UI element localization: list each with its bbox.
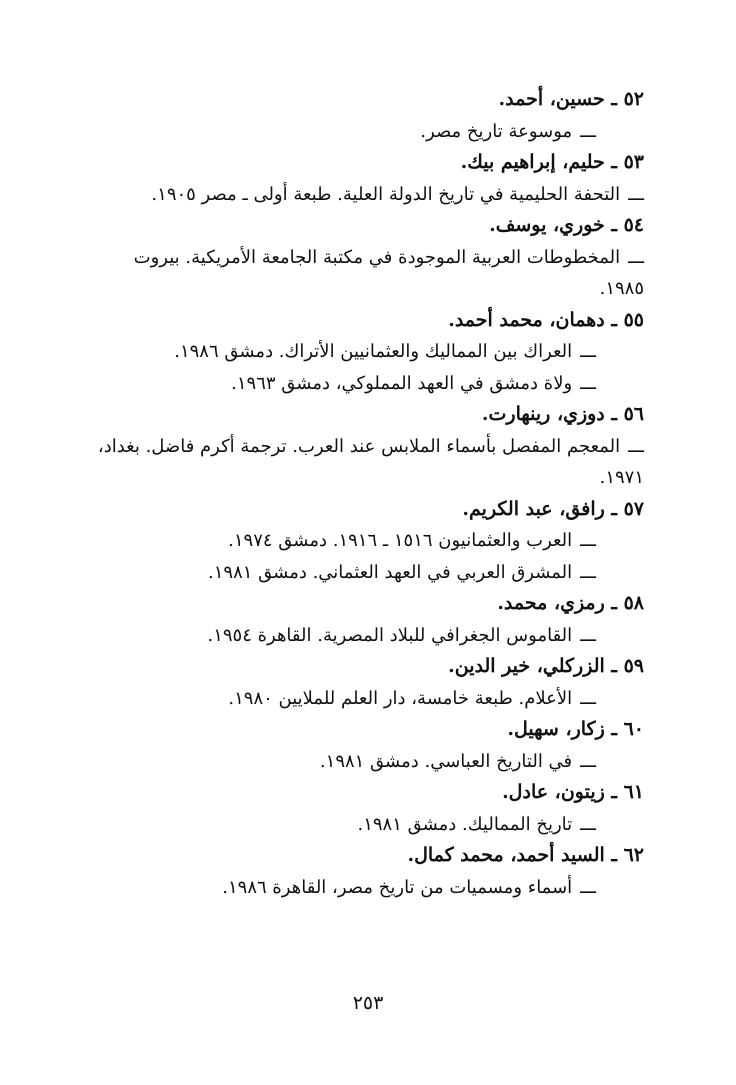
entry-number: ٥٨: [623, 592, 644, 614]
entry-author: حسين، أحمد.: [498, 88, 605, 110]
bibliography-entry: [84, 651, 644, 714]
dash-bullet: ـــ: [580, 372, 596, 394]
entry-author: رمزي، محمد.: [497, 592, 605, 614]
entry-number: ٦٢: [623, 844, 644, 866]
bibliography-entry: [84, 84, 644, 147]
entry-number-separator: ـ: [604, 88, 624, 110]
entry-work: [84, 431, 644, 494]
dash-bullet: ـــ: [580, 561, 596, 583]
entry-number-separator: ـ: [604, 781, 624, 803]
entry-heading: [84, 210, 644, 242]
work-title: المشرق العربي في العهد العثماني. دمشق ١٩٨١.: [208, 561, 573, 583]
dash-bullet: ـــ: [628, 246, 644, 268]
entry-number-separator: ـ: [604, 655, 624, 677]
bibliography-entry: [84, 494, 644, 589]
entry-heading: [84, 777, 644, 809]
dash-bullet: ـــ: [580, 876, 596, 898]
entry-number-separator: ـ: [604, 592, 624, 614]
entry-author: حليم، إبراهيم بيك.: [460, 151, 605, 173]
entry-number: ٦٠: [623, 718, 644, 740]
entry-heading: [84, 305, 644, 337]
entry-heading: [84, 588, 644, 620]
entry-number-separator: ـ: [604, 403, 624, 425]
entry-author: دوزي، رينهارت.: [481, 403, 605, 425]
work-title: العرب والعثمانيون ١٥١٦ ـ ١٩١٦. دمشق ١٩٧٤.: [228, 530, 573, 551]
bibliography-entry: [84, 210, 644, 305]
bibliography-list: [84, 84, 644, 903]
entry-number-separator: ـ: [604, 844, 624, 866]
entry-number: ٥٥: [623, 308, 644, 331]
entry-work: [84, 336, 644, 368]
entry-author: الزركلي، خير الدين.: [448, 655, 605, 677]
bibliography-entry: [84, 588, 644, 651]
entry-heading: [84, 84, 644, 116]
entry-number-separator: ـ: [604, 308, 624, 331]
work-title: أسماء ومسميات من تاريخ مصر، القاهرة ١٩٨٦.: [222, 876, 573, 898]
dash-bullet: ـــ: [580, 120, 596, 142]
dash-bullet: ـــ: [580, 624, 596, 646]
work-title: التحفة الحليمية في تاريخ الدولة العلية. طبعة أولى ـ مصر ١٩٠٥.: [151, 183, 621, 205]
entry-number: ٥٤: [623, 214, 644, 236]
entry-number: ٦١: [623, 781, 644, 803]
bibliography-entry: [84, 399, 644, 494]
entry-work: [84, 683, 644, 715]
entry-author: دهمان، محمد أحمد.: [448, 308, 605, 331]
work-title: الأعلام. طبعة خامسة، دار العلم للملايين ١٩٨٠.: [228, 687, 573, 709]
entry-work: [84, 746, 644, 778]
entry-work: [84, 620, 644, 652]
entry-work: [84, 525, 644, 557]
entry-work: [84, 872, 644, 904]
work-title: في التاريخ العباسي. دمشق ١٩٨١.: [319, 750, 573, 772]
dash-bullet: ـــ: [580, 750, 596, 772]
entry-work: [84, 809, 644, 841]
dash-bullet: ـــ: [580, 687, 596, 709]
bibliography-entry: [84, 147, 644, 210]
entry-heading: [84, 714, 644, 746]
dash-bullet: ـــ: [580, 341, 596, 362]
entry-author: زكار، سهيل.: [507, 718, 605, 740]
page-number: ٢٥٣: [352, 992, 384, 1014]
work-title: العراك بين المماليك والعثمانيين الأتراك. دمشق ١٩٨٦.: [174, 341, 573, 362]
dash-bullet: ـــ: [628, 183, 644, 205]
entry-work: [84, 557, 644, 589]
entry-number-separator: ـ: [604, 214, 624, 236]
entry-author: زيتون، عادل.: [502, 781, 605, 803]
entry-heading: [84, 399, 644, 431]
entry-number-separator: ـ: [604, 151, 624, 173]
dash-bullet: ـــ: [628, 435, 644, 457]
entry-work: [84, 242, 644, 305]
work-title: المعجم المفصل بأسماء الملابس عند العرب. ترجمة أكرم فاضل. بغداد، ١٩٧١.: [97, 435, 644, 488]
entry-author: خوري، يوسف.: [489, 214, 605, 236]
entry-work: [84, 179, 644, 211]
entry-author: رافق، عبد الكريم.: [462, 497, 605, 520]
bibliography-entry: [84, 714, 644, 777]
work-title: المخطوطات العربية الموجودة في مكتبة الجامعة الأمريكية. بيروت ١٩٨٥.: [133, 246, 644, 299]
dash-bullet: ـــ: [580, 530, 596, 551]
work-title: ولاة دمشق في العهد المملوكي، دمشق ١٩٦٣.: [231, 372, 573, 394]
entry-heading: [84, 651, 644, 683]
work-title: تاريخ المماليك. دمشق ١٩٨١.: [357, 813, 573, 835]
entry-work: [84, 116, 644, 148]
bibliography-entry: [84, 840, 644, 903]
work-title: موسوعة تاريخ مصر.: [420, 120, 573, 142]
work-title: القاموس الجغرافي للبلاد المصرية. القاهرة ١٩٥٤.: [207, 624, 573, 646]
entry-number: ٥٦: [623, 403, 644, 425]
bibliography-entry: [84, 305, 644, 400]
bibliography-entry: [84, 777, 644, 840]
entry-number-separator: ـ: [604, 497, 624, 520]
entry-number: ٥٢: [623, 88, 644, 110]
entry-heading: [84, 147, 644, 179]
entry-number: ٥٩: [623, 655, 644, 677]
entry-heading: [84, 840, 644, 872]
entry-number: ٥٧: [623, 497, 644, 520]
entry-number-separator: ـ: [604, 718, 624, 740]
entry-number: ٥٣: [623, 151, 644, 173]
entry-author: السيد أحمد، محمد كمال.: [407, 844, 605, 866]
entry-heading: [84, 494, 644, 526]
dash-bullet: ـــ: [580, 813, 596, 835]
entry-work: [84, 368, 644, 400]
